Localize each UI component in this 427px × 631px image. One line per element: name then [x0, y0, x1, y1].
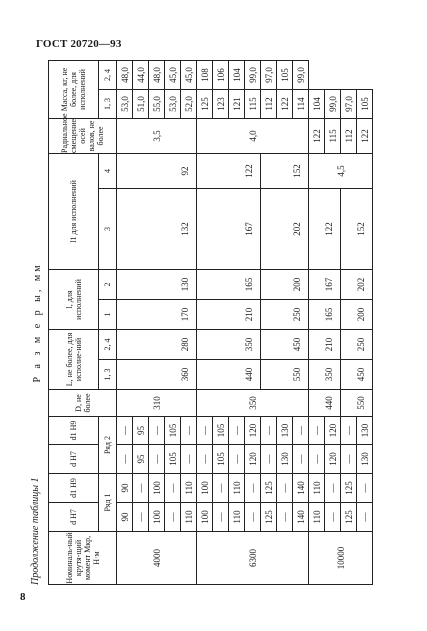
header-d: d H7	[49, 503, 99, 532]
d-row2-cell: —	[293, 445, 309, 474]
mass-24-cell: 108	[197, 61, 213, 90]
d-row1-cell: —	[325, 503, 341, 532]
d1-row2-cell: —	[197, 417, 213, 445]
mass-13-cell: 52,0	[181, 89, 197, 118]
d-row2-cell: 105	[165, 445, 181, 474]
header-d1-2: d1 H9	[49, 417, 99, 445]
l1-3-cell: 132	[117, 188, 197, 269]
mass-13-cell: 122	[309, 118, 325, 153]
l1-4-cell: 152	[341, 188, 373, 269]
l1-3-cell: 167	[309, 269, 341, 299]
l-2-cell: 130	[117, 269, 197, 299]
d1-row1-cell: 90	[117, 474, 133, 503]
d1-row2-cell: 120	[325, 417, 341, 445]
header-mass-24: 2, 4	[99, 61, 117, 90]
mass-24-cell: 104	[309, 89, 325, 118]
header-L-13: 1, 3	[99, 360, 117, 390]
header-torque: Номиналь-ный крутя-щий момент Мкр, Н·м	[49, 532, 117, 585]
d1-row2-cell: 130	[357, 417, 373, 445]
d1-row1-cell: —	[277, 474, 293, 503]
mass-24-cell: 104	[229, 61, 245, 90]
mass-24-cell: 99,0	[325, 89, 341, 118]
mass-13-cell: 51,0	[133, 89, 149, 118]
d-row2-cell: —	[149, 445, 165, 474]
l1-3-cell: 202	[261, 188, 309, 269]
d-row1-cell: 125	[261, 503, 277, 532]
mass-24-cell: 45,0	[181, 61, 197, 90]
header-d1: d1 H9	[49, 474, 99, 503]
L13-cell: 360	[117, 360, 197, 390]
l1-4-cell: 152	[261, 153, 309, 188]
d-row1-cell: 110	[309, 503, 325, 532]
d1-row1-cell: 100	[149, 474, 165, 503]
mass-24-cell: 48,0	[149, 61, 165, 90]
l-2-cell: 200	[341, 299, 373, 329]
d1-row1-cell: 125	[341, 474, 357, 503]
d-row1-cell: —	[213, 503, 229, 532]
d-row2-cell: 120	[245, 445, 261, 474]
L24-cell: 350	[197, 329, 261, 359]
rotated-table-area	[30, 60, 414, 585]
header-L-24: 2, 4	[99, 329, 117, 359]
l-2-cell: 200	[261, 269, 309, 299]
mass-13-cell: 53,0	[117, 89, 133, 118]
mass-24-cell: 105	[357, 89, 373, 118]
mass-24-cell: 48,0	[117, 61, 133, 90]
d-row1-cell: —	[357, 503, 373, 532]
mass-13-cell: 121	[229, 89, 245, 118]
mass-24-cell: 99,0	[245, 61, 261, 90]
d-row2-cell: 130	[277, 445, 293, 474]
d-row1-cell: —	[245, 503, 261, 532]
d1-row1-cell: —	[165, 474, 181, 503]
d-row2-cell: —	[181, 445, 197, 474]
l-1-cell: 210	[197, 299, 261, 329]
mass-13-cell: 112	[341, 118, 357, 153]
l-1-cell: 250	[261, 299, 309, 329]
d-row1-cell: 125	[341, 503, 357, 532]
l1-4-cell: 122	[197, 153, 261, 188]
d1-row1-cell: —	[133, 474, 149, 503]
header-mass: Масса, кг, не более, для исполнений	[49, 61, 99, 119]
d1-row1-cell: 110	[229, 474, 245, 503]
d1-row2-cell: —	[117, 417, 133, 445]
mass-13-cell: 55,0	[149, 89, 165, 118]
mass-13-cell: 123	[213, 89, 229, 118]
d1-row2-cell: 95	[133, 417, 149, 445]
d1-row2-cell: 130	[277, 417, 293, 445]
header-d-2: d H7	[49, 445, 99, 474]
d-row1-cell: 100	[197, 503, 213, 532]
header-l1: l1 для исполнений	[49, 153, 99, 269]
d1-row1-cell: 110	[309, 474, 325, 503]
D-cell: 310	[117, 390, 197, 417]
d-row1-cell: 90	[117, 503, 133, 532]
mass-24-cell: 44,0	[133, 61, 149, 90]
header-D: D, не более	[49, 390, 117, 417]
mass-24-cell: 99,0	[293, 61, 309, 90]
L24-cell: 350	[309, 360, 341, 390]
d1-row2-cell: —	[229, 417, 245, 445]
torque-cell: 6300	[197, 532, 309, 585]
D-cell: 350	[197, 390, 309, 417]
mass-24-cell: 105	[277, 61, 293, 90]
d-row2-cell: 130	[357, 445, 373, 474]
table-sheet	[30, 60, 414, 585]
header-mass-13: 1, 3	[99, 89, 117, 118]
L13-cell: 440	[197, 360, 261, 390]
header-offset: Радиальное смещение осей валов, не более	[49, 118, 117, 153]
header-row2: Ряд 2	[99, 417, 117, 474]
l-2-cell: 165	[197, 269, 261, 299]
L24-cell: 450	[261, 329, 309, 359]
d1-row1-cell: 110	[181, 474, 197, 503]
L13-cell: 550	[261, 360, 309, 390]
mass-13-cell: 53,0	[165, 89, 181, 118]
offset-cell: 3,5	[117, 118, 197, 153]
mass-24-cell: 97,0	[341, 89, 357, 118]
mass-13-cell: 125	[197, 89, 213, 118]
l1-3-cell: 202	[341, 269, 373, 299]
page-number: 8	[20, 591, 26, 603]
header-L: L, не более, для исполне-ний	[49, 329, 99, 389]
mass-13-cell: 122	[277, 89, 293, 118]
header-row1: Ряд 1	[99, 474, 117, 532]
d1-row2-cell: —	[309, 417, 325, 445]
d-row2-cell: —	[229, 445, 245, 474]
d-row2-cell: —	[117, 445, 133, 474]
mass-13-cell: 122	[357, 118, 373, 153]
header-l1-3: 3	[99, 188, 117, 269]
d1-row2-cell: 105	[165, 417, 181, 445]
d1-row2-cell: —	[293, 417, 309, 445]
d1-row2-cell: 120	[245, 417, 261, 445]
dimensions-table	[48, 60, 373, 585]
table-row	[341, 61, 357, 585]
header-l-2: 2	[99, 269, 117, 299]
d1-row2-cell: —	[261, 417, 277, 445]
l1-4-cell: 92	[117, 153, 197, 188]
d-row2-cell: 105	[213, 445, 229, 474]
d-row2-cell: —	[197, 445, 213, 474]
L13-cell: 550	[341, 390, 373, 417]
mass-13-cell: 114	[293, 89, 309, 118]
d-row1-cell: 100	[149, 503, 165, 532]
L24-cell: 280	[117, 329, 197, 359]
l-1-cell: 250	[341, 329, 373, 359]
torque-cell: 10000	[309, 532, 373, 585]
l1-3-cell: 167	[197, 188, 261, 269]
d-row1-cell: —	[165, 503, 181, 532]
d1-row2-cell: —	[149, 417, 165, 445]
table-caption: Р а з м е р ы, мм	[32, 262, 43, 383]
table-row	[197, 61, 213, 585]
l-1-cell: 170	[117, 299, 197, 329]
table-row	[309, 61, 325, 585]
table-row	[117, 61, 133, 585]
continuation-label: Продолжение таблицы 1	[30, 477, 41, 585]
mass-13-cell: 112	[261, 89, 277, 118]
d-row2-cell: —	[341, 445, 357, 474]
mass-24-cell: 97,0	[261, 61, 277, 90]
torque-cell: 4000	[117, 532, 197, 585]
d-row1-cell: 140	[293, 503, 309, 532]
d-row1-cell: 110	[181, 503, 197, 532]
L24-cell: 450	[341, 360, 373, 390]
header-l-1: 1	[99, 299, 117, 329]
d-row2-cell: —	[309, 445, 325, 474]
mass-13-cell: 115	[245, 89, 261, 118]
mass-13-cell: 115	[325, 118, 341, 153]
offset-cell: 4,0	[197, 118, 309, 153]
d1-row2-cell: —	[341, 417, 357, 445]
d1-row2-cell: 105	[213, 417, 229, 445]
l-1-cell: 210	[309, 329, 341, 359]
d1-row1-cell: —	[325, 474, 341, 503]
mass-24-cell: 106	[213, 61, 229, 90]
d-row1-cell: 110	[229, 503, 245, 532]
page-header: ГОСТ 20720—93	[36, 38, 122, 50]
offset-cell: 4,5	[309, 153, 373, 188]
table-body	[117, 61, 373, 585]
l-2-cell: 165	[309, 299, 341, 329]
d1-row1-cell: —	[213, 474, 229, 503]
header-l1-4: 4	[99, 153, 117, 188]
mass-24-cell: 45,0	[165, 61, 181, 90]
d-row2-cell: 120	[325, 445, 341, 474]
header-l: l, для исполнений	[49, 269, 99, 329]
d-row2-cell: —	[261, 445, 277, 474]
d-row2-cell: 95	[133, 445, 149, 474]
d1-row1-cell: —	[357, 474, 373, 503]
L13-cell: 440	[309, 390, 341, 417]
d-row1-cell: —	[277, 503, 293, 532]
d1-row1-cell: 125	[261, 474, 277, 503]
l1-4-cell: 122	[309, 188, 341, 269]
d1-row1-cell: —	[245, 474, 261, 503]
d1-row2-cell: —	[181, 417, 197, 445]
d1-row1-cell: 100	[197, 474, 213, 503]
d1-row1-cell: 140	[293, 474, 309, 503]
d-row1-cell: —	[133, 503, 149, 532]
